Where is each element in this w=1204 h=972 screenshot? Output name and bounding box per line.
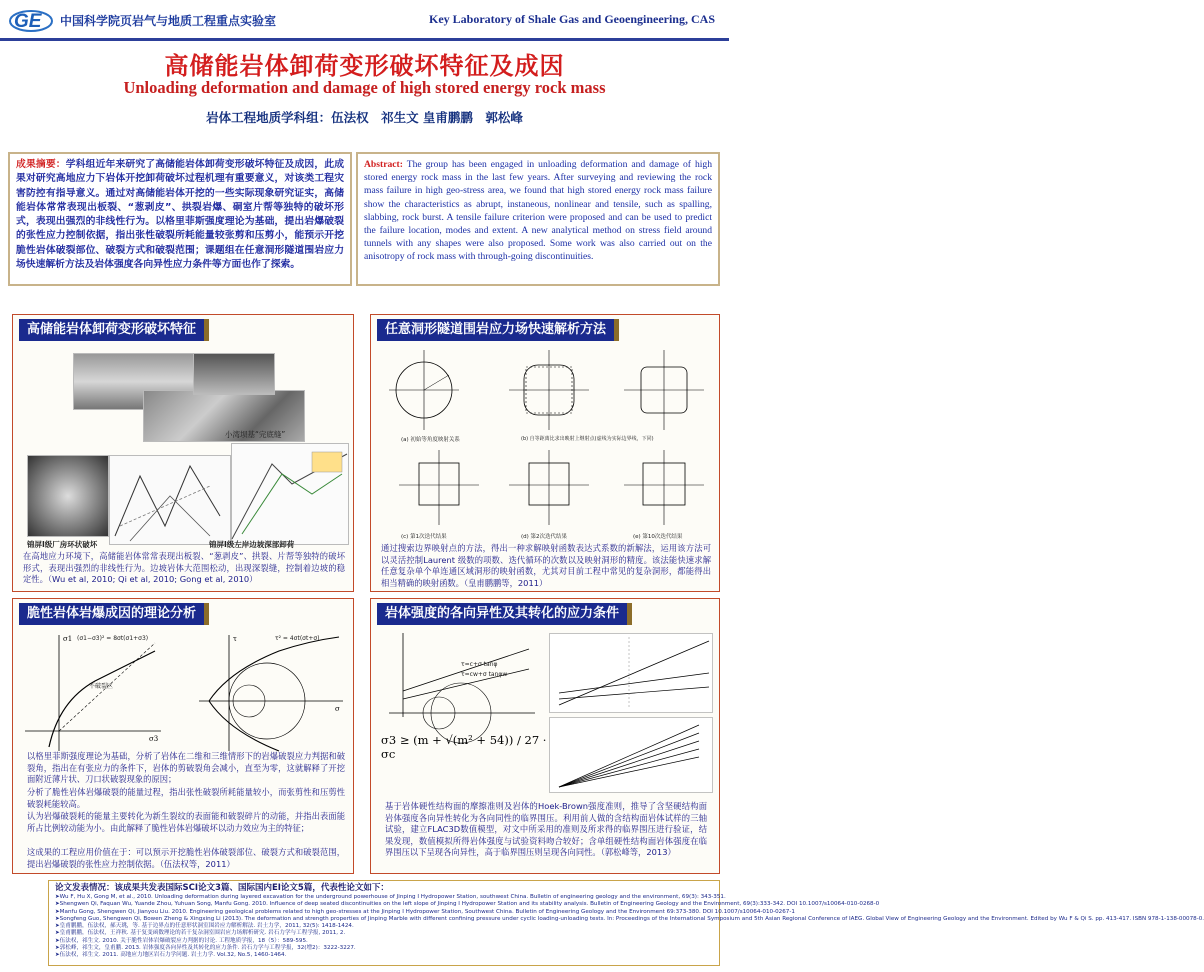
- reference-item: ➤郭松峰，祁生文，皇甫鹏. 2013. 岩体强度各向异性及其转化的应力条件. 岩石力学与工程学报，32(增2)：3222-3227.: [55, 945, 356, 952]
- panel-title: 高储能岩体卸荷变形破坏特征: [19, 319, 209, 341]
- caption-part-3: 认为岩爆破裂耗的能量主要转化为新生裂纹的表面能和破裂碎片的动能，并指出表面能所占比例较动能为小。由此解释了脆性岩体岩爆破坏以动力效应为主的特征；: [27, 811, 345, 833]
- cavern-photo: [27, 455, 109, 537]
- label-jinping-powerhouse: 锦屏I级厂房环状破坏: [27, 540, 98, 549]
- slope-geology-map: [109, 455, 231, 545]
- svg-text:σ1: σ1: [63, 635, 73, 643]
- left-formula: (σ1−σ3)² = 8σt(σ1+σ3): [77, 635, 149, 642]
- eq-weak-plane: τ=cw+σ tanφw: [461, 671, 508, 678]
- label-jinping-slope: 锦屏I级左岸边坡深部卸荷: [209, 540, 295, 549]
- panel-title: 脆性岩体岩爆成因的理论分析: [19, 603, 209, 625]
- lab-logo-icon: [8, 7, 54, 33]
- mohr-circle-right: [189, 631, 347, 755]
- map-d: [399, 450, 479, 525]
- reference-item: ➤伍法权，祁生文. 2010. 关于脆性岩体岩爆破裂应力判据的讨论. 工程地质学报，18（5）：589-595.: [55, 937, 308, 944]
- header-divider: [0, 38, 729, 41]
- panel-strength-anisotropy: [370, 598, 720, 874]
- map-f: [624, 450, 704, 525]
- panel-rockburst-theory: [12, 598, 354, 874]
- mohr-coulomb-diagram: [379, 629, 539, 721]
- lab-name-en: Key Laboratory of Shale Gas and Geoengineering, CAS: [428, 12, 715, 26]
- reference-item: ➤皇甫鹏鹏，伍法权，郝天珧，等. 基于边界点的任意形状洞室围岩应力解析解法. 岩土力学，2011, 32(5): 1418-1424.: [55, 923, 354, 930]
- reference-item: ➤Shengwen Qi, Faquan Wu, Yuande Zhou, Yuhuan Song, Manfu Gong. 2010. Influence of deep seated discontinuities on the left slope of Jinping I Hydropower Station and its stability analysis. Bulletin of Engineering Geology and the Environment, 69(3):333-342. DOI 10.1007/s10064-010-0268-0: [55, 901, 880, 908]
- subcaption-a: (a) 初始等角度映射关系: [401, 437, 460, 443]
- lab-name-cn: 中国科学院页岩气与地质工程重点实验室: [60, 14, 277, 28]
- logo-text: GE: [14, 11, 42, 32]
- caption-part-1: 以格里菲斯强度理论为基础，分析了岩体在二维和三维情形下的岩爆破裂应力判据和破裂角，指出在有张应力的条件下，岩体的剪破裂角会减小，直至为零，这就解释了开挖面附近薄片状、刀口状破裂现象的原因；: [27, 751, 345, 784]
- panel-failure-characteristics: [12, 314, 354, 592]
- panel-title: 岩体强度的各向异性及其转化的应力条件: [377, 603, 632, 625]
- references-heading: 论文发表情况：该成果共发表国际SCI论文3篇、国际国内EI论文5篇，代表性论文如下：: [55, 883, 389, 893]
- panel-caption: 基于岩体硬性结构面的摩擦准则及岩体的Hoek-Brown强度准则，推导了含坚硬结构面岩体强度各向异性转化为各向同性的临界围压。利用前人做的含结构面岩体试样的三轴试验，建立FLAC3D数值模型，对文中所采用的准则及所求得的临界围压进行验证，结果发现，数值模拟所得岩体强度与试验资料吻合较好；含单组硬性结构面岩体强度在临界围压以下呈现各向异性，高于临界围压则呈现各向同性。（郭松峰等，2013）: [385, 801, 707, 857]
- svg-text:σ3: σ3: [149, 735, 159, 743]
- mapping-figures: [379, 345, 713, 545]
- reference-item: ➤Manfu Gong, Shengwen Qi, Jianyou Liu. 2010. Engineering geological problems related to high geo-stresses at the Jinping I Hydropower Station, Southwest China. Bulletin of Engineering Geology and the Environment 69:373-380. DOI 10.1007/s10064-010-0267-1: [55, 908, 795, 915]
- subcaption-b: (b) 自等距离比求出映射上继射点(虚线为实际边界线，下同): [521, 436, 654, 442]
- abstract-cn-text: 学科组近年来研究了高储能岩体卸荷变形破坏特征及成因，此成果对研究高地应力下岩体开挖卸荷破坏过程机理有重要意义，对该类工程灾害防控有指导意义。通过对高储能岩体开挖的一些实际现象研究证实，高储能岩体常常表现出板裂、“葱剥皮”、拱裂岩爆、硐室片帮等独特的破坏形式，表现出强烈的非线性行为。以格里菲斯强度理论为基础，提出岩爆破裂的张性应力控制依据，指出张性破裂所耗能量较张剪和压剪小，能预示开挖脆性岩体破裂部位、破裂方式和破裂范围；课题组在任意洞形隧道围岩应力场快速解析方法及岩体强度各向异性应力条件等方面也作了探索。: [16, 159, 345, 271]
- critical-pressure-formula: σ3 ≥ (m + √(m² + 54)) / 27 · σc: [381, 733, 547, 761]
- subcaption-e: (e) 第10次迭代结果: [633, 534, 683, 540]
- references: [48, 880, 1204, 966]
- section-model-drawing: [232, 444, 348, 544]
- map-b: [509, 350, 589, 430]
- eq-coulomb: τ=c+σ tanφ: [461, 661, 498, 668]
- abstract-en: [356, 152, 720, 286]
- poster-title-cn: 高储能岩体卸荷变形破坏特征及成因: [164, 52, 565, 80]
- panel-caption: 在高地应力环境下，高储能岩体常常表现出板裂、“葱剥皮”、拱裂、片帮等独特的破坏形式，表现出强烈的非线性行为。边坡岩体大范围松动，出现深裂缝，控制着边坡的稳定性。（Wu et al, 2010; Qi et al, 2010; Gong et al, 2010）: [23, 551, 345, 584]
- right-formula: τ² = 4σt(σt+σ): [275, 635, 320, 642]
- reference-item: ➤Songfeng Guo, Shengwen Qi, Bowen Zheng & Xingxing Li (2013). The deformation and strength properties of Jinping Marble with different confining pressure under cyclic loading-unloading tests. In: Proceedings of the International Symposium and 5th Asian Regional Conference of IAEG. Global View of Engineering Geology and the Environment. Edited by Wu F & Qi S. pp. 413-417. ISBN 978-1-138-00078-0.: [55, 915, 1204, 922]
- caption-part-4: 这成果的工程应用价值在于：可以预示开挖脆性岩体破裂部位、破裂方式和破裂范围，提出岩爆破裂的张性应力控制依据。（伍法权等，2011）: [27, 847, 345, 869]
- authors: 岩体工程地质学科组：伍法权 祁生文 皇甫鹏鹏 郭松峰: [206, 110, 523, 125]
- reference-item: ➤皇甫鹏鹏，伍法权，王祥秋. 基于复变函数理论的若干复杂洞室围岩应力场解析研究. 岩石力学与工程学报, 2011, 2.: [55, 930, 346, 937]
- map-a: [389, 350, 459, 430]
- subcaption-d: (d) 第2次迭代结果: [521, 534, 568, 540]
- map-c: [624, 350, 704, 430]
- reference-item: ➤Wu F, Hu X, Gong M, et al., 2010. Unloading deformation during layered excavation for the underground powerhouse of Jinping I Hydropower Station, southwest China. Bulletin of engineering geology and the environment, 69(3): 343-351.: [55, 894, 726, 900]
- abstract-en-label: Abstract:: [364, 159, 403, 170]
- slope-section-model: [231, 443, 349, 545]
- label-nonfracture: 不破裂区: [89, 683, 114, 690]
- triaxial-curves: [549, 717, 713, 793]
- failure-envelope-left: [25, 631, 165, 755]
- svg-text:τ: τ: [233, 635, 237, 643]
- abstract-cn: [8, 152, 352, 286]
- lab-header: [0, 0, 729, 38]
- caption-part-2: 分析了脆性岩体岩爆破裂的能量过程，指出张性破裂所耗能量较小，而张剪性和压剪性破裂耗能较高。: [27, 787, 345, 809]
- reference-item: ➤伍法权，祁生文. 2011. 高地应力地区岩石力学问题. 岩土力学. Vol.32, No.5, 1460-1464.: [55, 952, 287, 959]
- subcaption-c: (c) 第1次迭代结果: [401, 534, 447, 540]
- panel-title: 任意洞形隧道围岩应力场快速解析方法: [377, 319, 619, 341]
- map-e: [509, 450, 589, 525]
- dam-foundation-photo: [193, 353, 275, 395]
- abstract-en-text: The group has been engaged in unloading deformation and damage of high stored energy rock mass in the last few years. After surveying and reviewing the rock mass failure in high geo-stress area, we found that high stored energy rock mass failure show the characteristics as abrupt, instaneous, nonlinear and tensile, such as spalling, slabbing, rock burst. A tensile failure criterion were proposed and can be used to predict the failure location, modes and extent. A new analytical method on stress field around tunnels with any shapes were also proposed. Some work was also carried out on the anisotropy of rock mass with through-going discontinuities.: [364, 159, 712, 263]
- anisotropy-plot: [549, 633, 713, 713]
- dam-label: 小湾坝基“完底缝”: [225, 430, 286, 439]
- panel-caption: 通过搜索边界映射点的方法，得出一种求解映射函数表达式系数的新解法，运用该方法可以灵活控制Laurent 级数的项数、迭代循环的次数以及映射洞形的精度。该法能快速求解任意复杂单个单连通区域洞形的映射函数，尤其对目前工程中常见的复杂洞形，都能得出相当精确的映射函数。（皇甫鹏鹏等，2011）: [381, 543, 711, 588]
- poster-title-en: Unloading deformation and damage of high stored energy rock mass: [123, 78, 606, 97]
- slope-map-drawing: [110, 456, 230, 544]
- panel-stress-field: [370, 314, 720, 592]
- svg-text:σ: σ: [335, 705, 340, 713]
- abstract-cn-label: 成果摘要：: [16, 159, 66, 170]
